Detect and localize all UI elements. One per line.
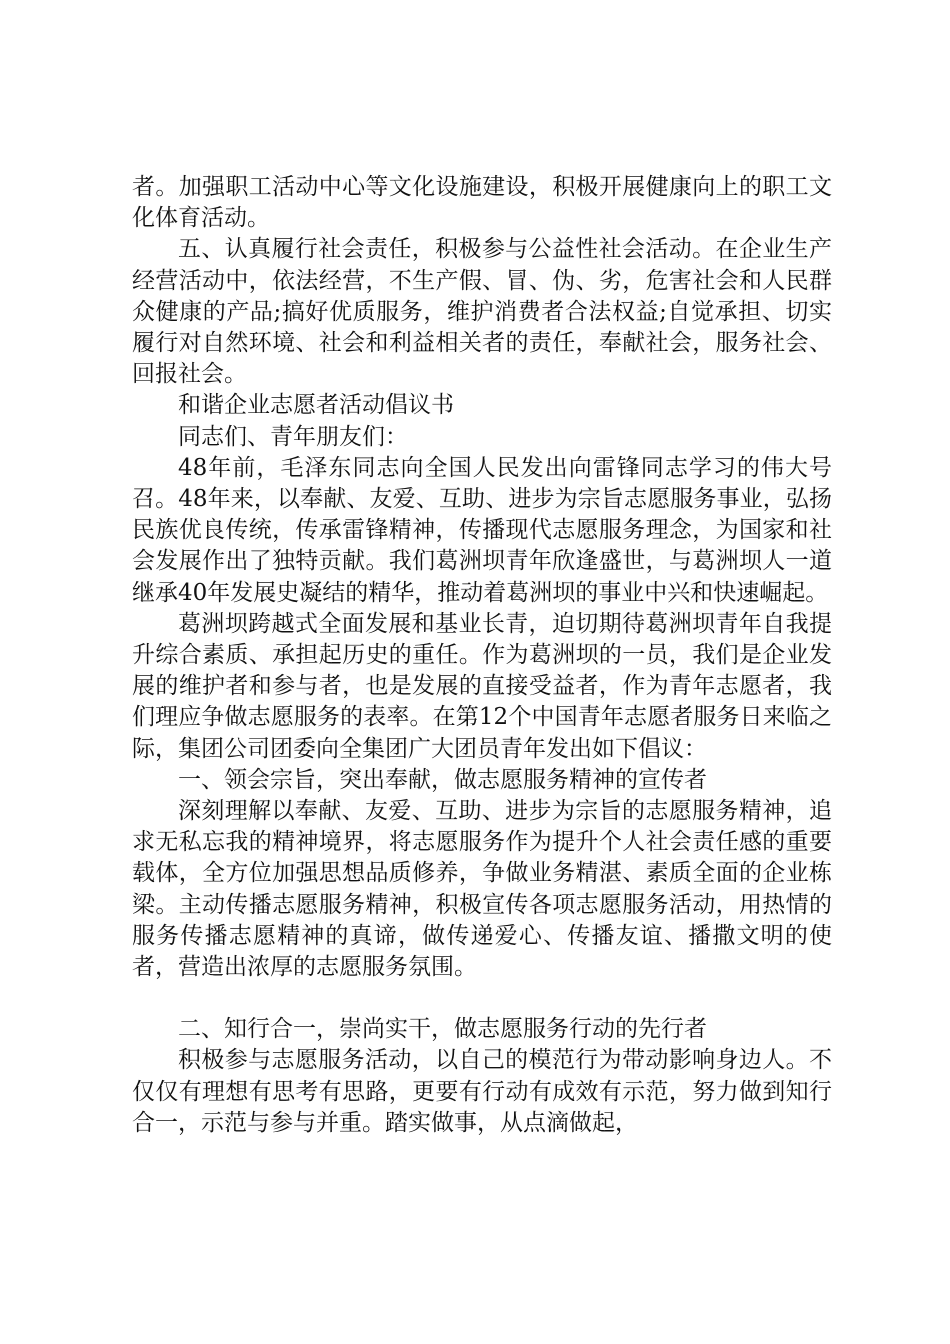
paragraph-intro: 48年前，毛泽东同志向全国人民发出向雷锋同志学习的伟大号召。48年来，以奉献、友爱、互助、进步为宗旨志愿服务事业，弘扬民族优良传统，传承雷锋精神，传播现代志愿服务理念，为国家和社会发展作出了独特贡献。我们葛洲坝青年欣逢盛世，与葛洲坝人一道继承40年发展史凝结的精华，推动着葛洲坝的事业中兴和快速崛起。 xyxy=(132,454,832,606)
paragraph-background: 葛洲坝跨越式全面发展和基业长青，迫切期待葛洲坝青年自我提升综合素质、承担起历史的重任。作为葛洲坝的一员，我们是企业发展的维护者和参与者，也是发展的直接受益者，作为青年志愿者，我们理应争做志愿服务的表率。在第12个中国青年志愿者服务日来临之际，集团公司团委向全集团广大团员青年发出如下倡议： xyxy=(132,610,832,762)
proposal-title: 和谐企业志愿者活动倡议书 xyxy=(178,392,454,419)
paragraph-point-one: 深刻理解以奉献、友爱、互助、进步为宗旨的志愿服务精神，追求无私忘我的精神境界，将志愿服务作为提升个人社会责任感的重要载体，全方位加强思想品质修养，争做业务精湛、素质全面的企业栋梁。主动传播志愿服务精神，积极宣传各项志愿服务活动，用热情的服务传播志愿精神的真谛，做传递爱心、传播友谊、播撒文明的使者，营造出浓厚的志愿服务氛围。 xyxy=(132,798,832,981)
heading-point-two: 二、知行合一，崇尚实干，做志愿服务行动的先行者 xyxy=(178,1016,707,1043)
salutation: 同志们、青年朋友们： xyxy=(178,423,408,450)
heading-point-one: 一、领会宗旨，突出奉献，做志愿服务精神的宣传者 xyxy=(178,766,707,793)
paragraph-continuation: 者。加强职工活动中心等文化设施建设，积极开展健康向上的职工文化体育活动。 xyxy=(132,174,832,232)
paragraph-point-two: 积极参与志愿服务活动，以自己的模范行为带动影响身边人。不仅仅有理想有思考有思路，更要有行动有成效有示范，努力做到知行合一，示范与参与并重。踏实做事，从点滴做起， xyxy=(132,1047,832,1136)
document-body xyxy=(132,172,832,1139)
paragraph-section-five: 五、认真履行社会责任，积极参与公益性社会活动。在企业生产经营活动中，依法经营，不生产假、冒、伪、劣，危害社会和人民群众健康的产品;搞好优质服务，维护消费者合法权益;自觉承担、切实履行对自然环境、社会和利益相关者的责任，奉献社会，服务社会、回报社会。 xyxy=(132,236,832,388)
blank-line xyxy=(132,983,832,1014)
